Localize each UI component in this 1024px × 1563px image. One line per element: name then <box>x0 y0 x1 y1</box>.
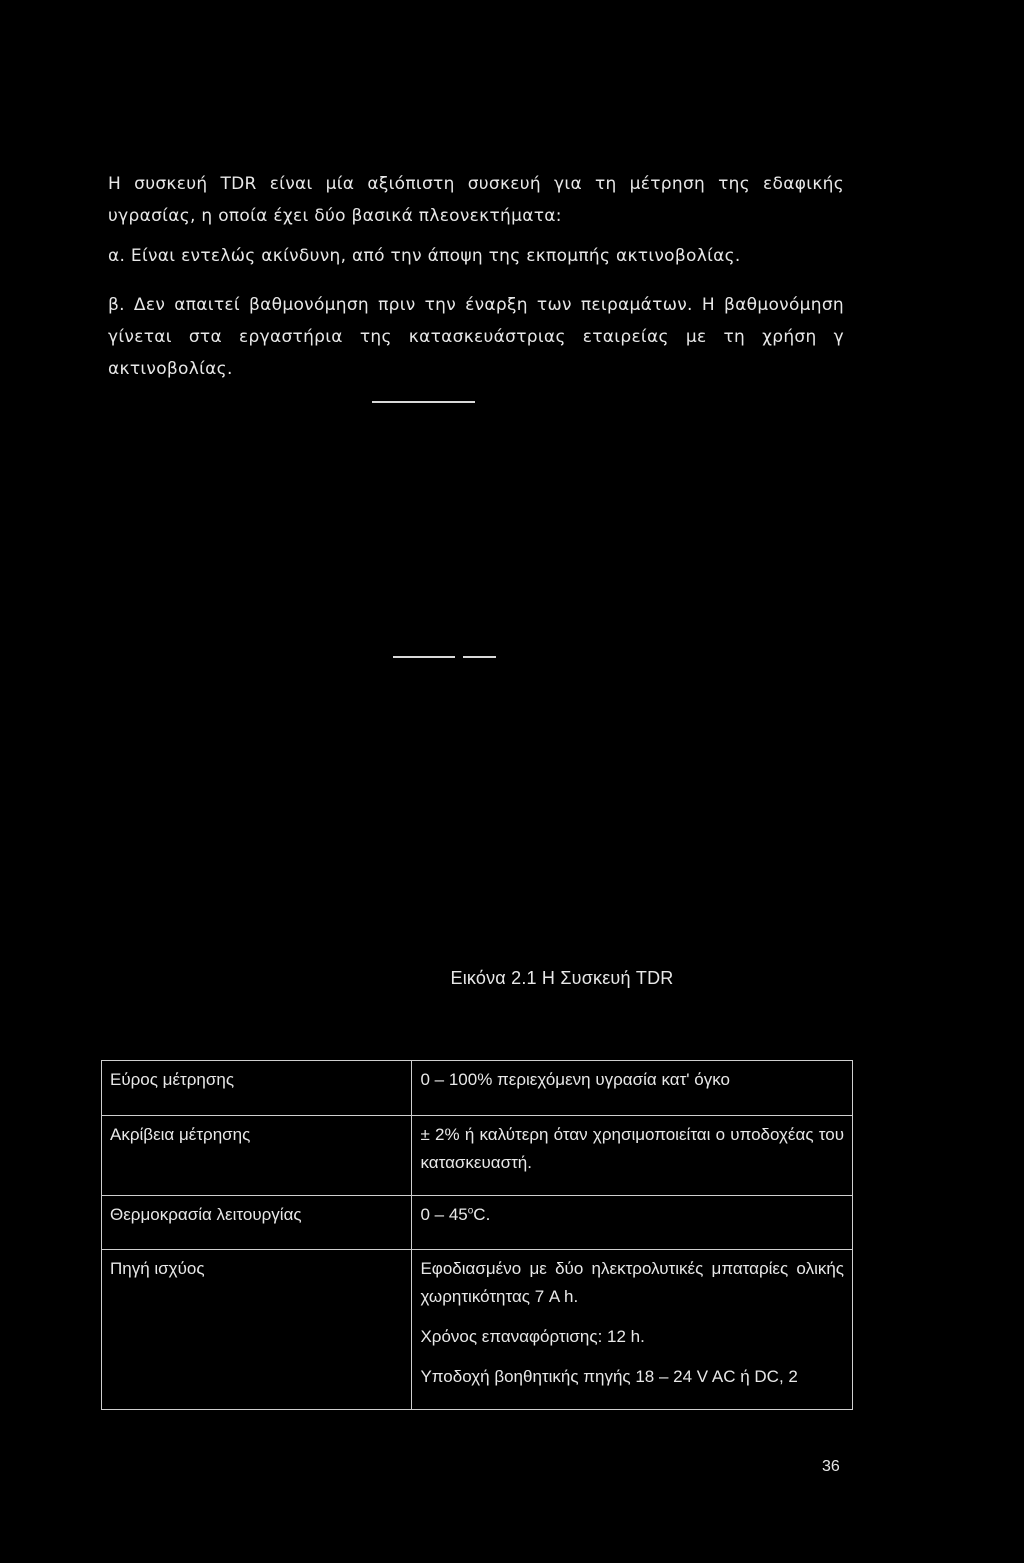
spec-label: Ακρίβεια μέτρησης <box>102 1116 412 1196</box>
spec-label: Θερμοκρασία λειτουργίας <box>102 1196 412 1250</box>
advantage-b: β. Δεν απαιτεί βαθμονόμηση πριν την έναρξη των πειραμάτων. Η βαθμονόμηση γίνεται στα εργαστήρια της κατασκευάστριας εταιρείας με τη χρήση γ ακτινοβολίας. <box>108 295 844 379</box>
temperature-range: 0 – 45 <box>420 1205 468 1224</box>
figure-caption: Εικόνα 2.1 Η Συσκευή TDR <box>450 968 674 988</box>
spec-value-line: Εφοδιασμένο με δύο ηλεκτρολυτικές μπαταρίες ολικής χωρητικότητας 7 A h. <box>420 1259 844 1306</box>
scan-artifact-line-middle-2 <box>463 656 496 658</box>
table-row <box>102 1116 853 1196</box>
advantage-a: α. Είναι εντελώς ακίνδυνη, από την άποψη της εκπομπής ακτινοβολίας. <box>108 246 741 266</box>
spec-label: Εύρος μέτρησης <box>102 1061 412 1116</box>
table-row <box>102 1250 853 1410</box>
table-row <box>102 1061 853 1116</box>
spec-value-line: ± 2% ή καλύτερη όταν χρησιμοποιείται ο υποδοχέας του κατασκευαστή. <box>420 1125 844 1172</box>
spec-value <box>412 1250 853 1410</box>
spec-value-line: 0 – 100% περιεχόμενη υγρασία κατ' όγκο <box>420 1070 730 1089</box>
degree-sign: o <box>467 1205 474 1217</box>
spec-value <box>412 1116 853 1196</box>
temperature-unit: C. <box>473 1205 491 1224</box>
spec-value-line: Χρόνος επαναφόρτισης: 12 h. <box>420 1327 645 1346</box>
spec-value <box>412 1061 853 1116</box>
spec-value-line: Υποδοχή βοηθητικής πηγής 18 – 24 V AC ή DC, 2 <box>420 1367 798 1386</box>
scan-artifact-line-middle-1 <box>393 656 455 658</box>
specifications-table <box>101 1060 853 1410</box>
spec-value <box>412 1196 853 1250</box>
intro-paragraph: Η συσκευή TDR είναι μία αξιόπιστη συσκευή για τη μέτρηση της εδαφικής υγρασίας, η οποία έχει δύο βασικά πλεονεκτήματα: <box>108 174 844 226</box>
spec-label: Πηγή ισχύος <box>102 1250 412 1410</box>
scan-artifact-line-top <box>372 401 475 403</box>
table-row <box>102 1196 853 1250</box>
page-number: 36 <box>822 1458 840 1475</box>
